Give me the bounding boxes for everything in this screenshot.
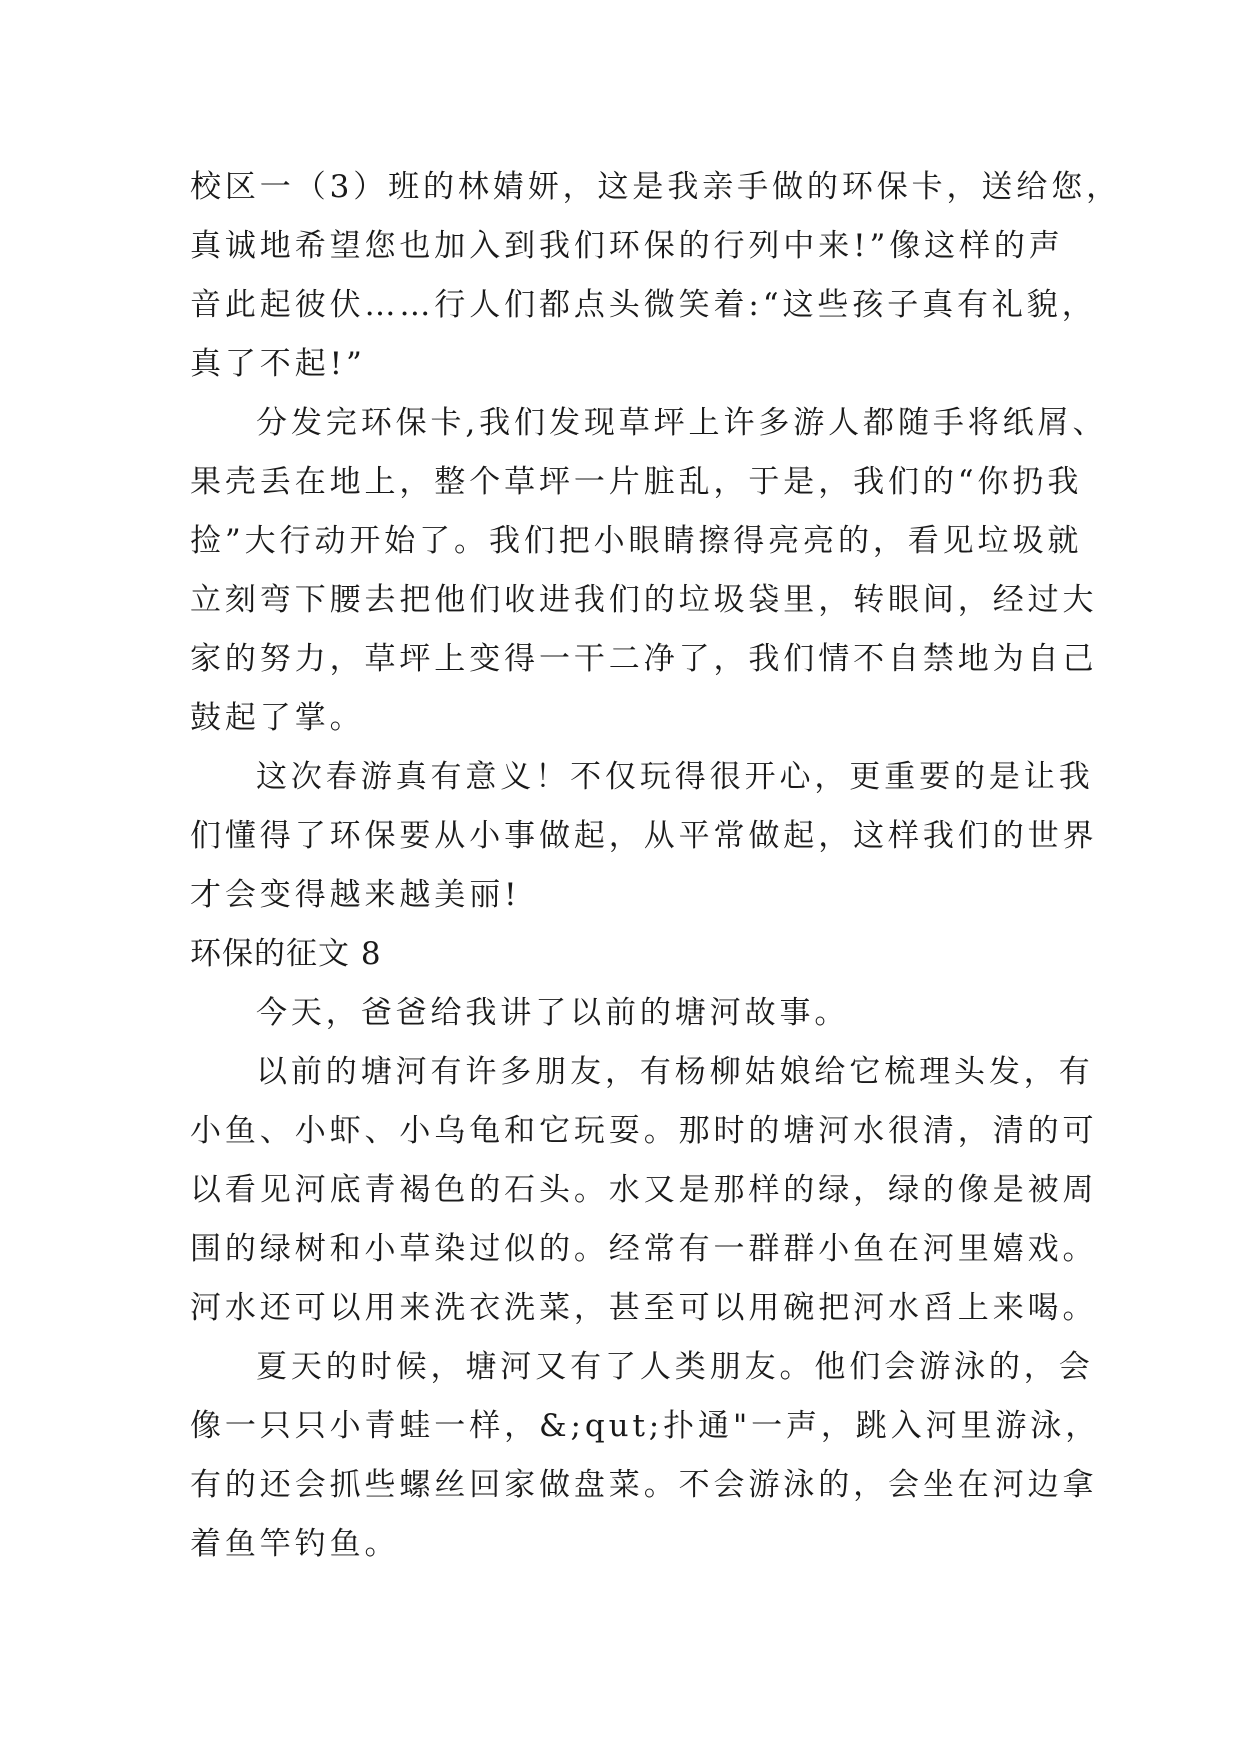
text-line: 围的绿树和小草染过似的。经常有一群群小鱼在河里嬉戏。 (190, 1231, 1098, 1267)
paragraph-5 (190, 1043, 1098, 1338)
text-line: 以看见河底青褐色的石头。水又是那样的绿，绿的像是被周 (190, 1172, 1098, 1208)
paragraph-3 (190, 748, 1098, 925)
text-line: 这次春游真有意义！不仅玩得很开心，更重要的是让我 (256, 759, 1094, 795)
paragraph-6 (190, 1338, 1101, 1574)
text-line: 以前的塘河有许多朋友，有杨柳姑娘给它梳理头发，有 (256, 1054, 1094, 1090)
heading-text: 环保的征文 8 (190, 936, 382, 972)
text-line: 河水还可以用来洗衣洗菜，甚至可以用碗把河水舀上来喝。 (190, 1290, 1098, 1326)
section-heading (190, 925, 1070, 984)
text-line: 果壳丢在地上，整个草坪一片脏乱，于是，我们的“你扔我 (190, 464, 1083, 500)
text-line: 真诚地希望您也加入到我们环保的行列中来!”像这样的声 (190, 228, 1064, 264)
text-line: 着鱼竿钓鱼。 (190, 1526, 400, 1562)
text-line: 立刻弯下腰去把他们收进我们的垃圾袋里，转眼间，经过大 (190, 582, 1098, 618)
text-line: 分发完环保卡,我们发现草坪上许多游人都随手将纸屑、 (256, 405, 1108, 441)
text-line: 鼓起了掌。 (190, 700, 365, 736)
text-line: 家的努力，草坪上变得一干二净了，我们情不自禁地为自己 (190, 641, 1098, 677)
text-line: 有的还会抓些螺丝回家做盘菜。不会游泳的，会坐在河边拿 (190, 1467, 1098, 1503)
text-line: 小鱼、小虾、小乌龟和它玩耍。那时的塘河水很清，清的可 (190, 1113, 1098, 1149)
text-line: 才会变得越来越美丽! (190, 877, 521, 913)
text-line: 夏天的时候，塘河又有了人类朋友。他们会游泳的，会 (256, 1349, 1094, 1385)
paragraph-4 (190, 984, 1070, 1043)
text-line: 今天，爸爸给我讲了以前的塘河故事。 (256, 995, 850, 1031)
text-line: 捡”大行动开始了。我们把小眼睛擦得亮亮的，看见垃圾就 (190, 523, 1083, 559)
document-body (190, 158, 1122, 1574)
text-line: 音此起彼伏……行人们都点头微笑着:“这些孩子真有礼貌， (190, 287, 1097, 323)
text-line: 校区一（3）班的林婧妍，这是我亲手做的环保卡，送给您， (190, 169, 1122, 205)
text-line: 真了不起!” (190, 346, 366, 382)
paragraph-1 (190, 158, 1122, 394)
text-line: 们懂得了环保要从小事做起，从平常做起，这样我们的世界 (190, 818, 1098, 854)
paragraph-2 (190, 394, 1108, 748)
text-line: 像一只只小青蛙一样，&;qut;扑通"一声，跳入河里游泳， (190, 1408, 1101, 1444)
